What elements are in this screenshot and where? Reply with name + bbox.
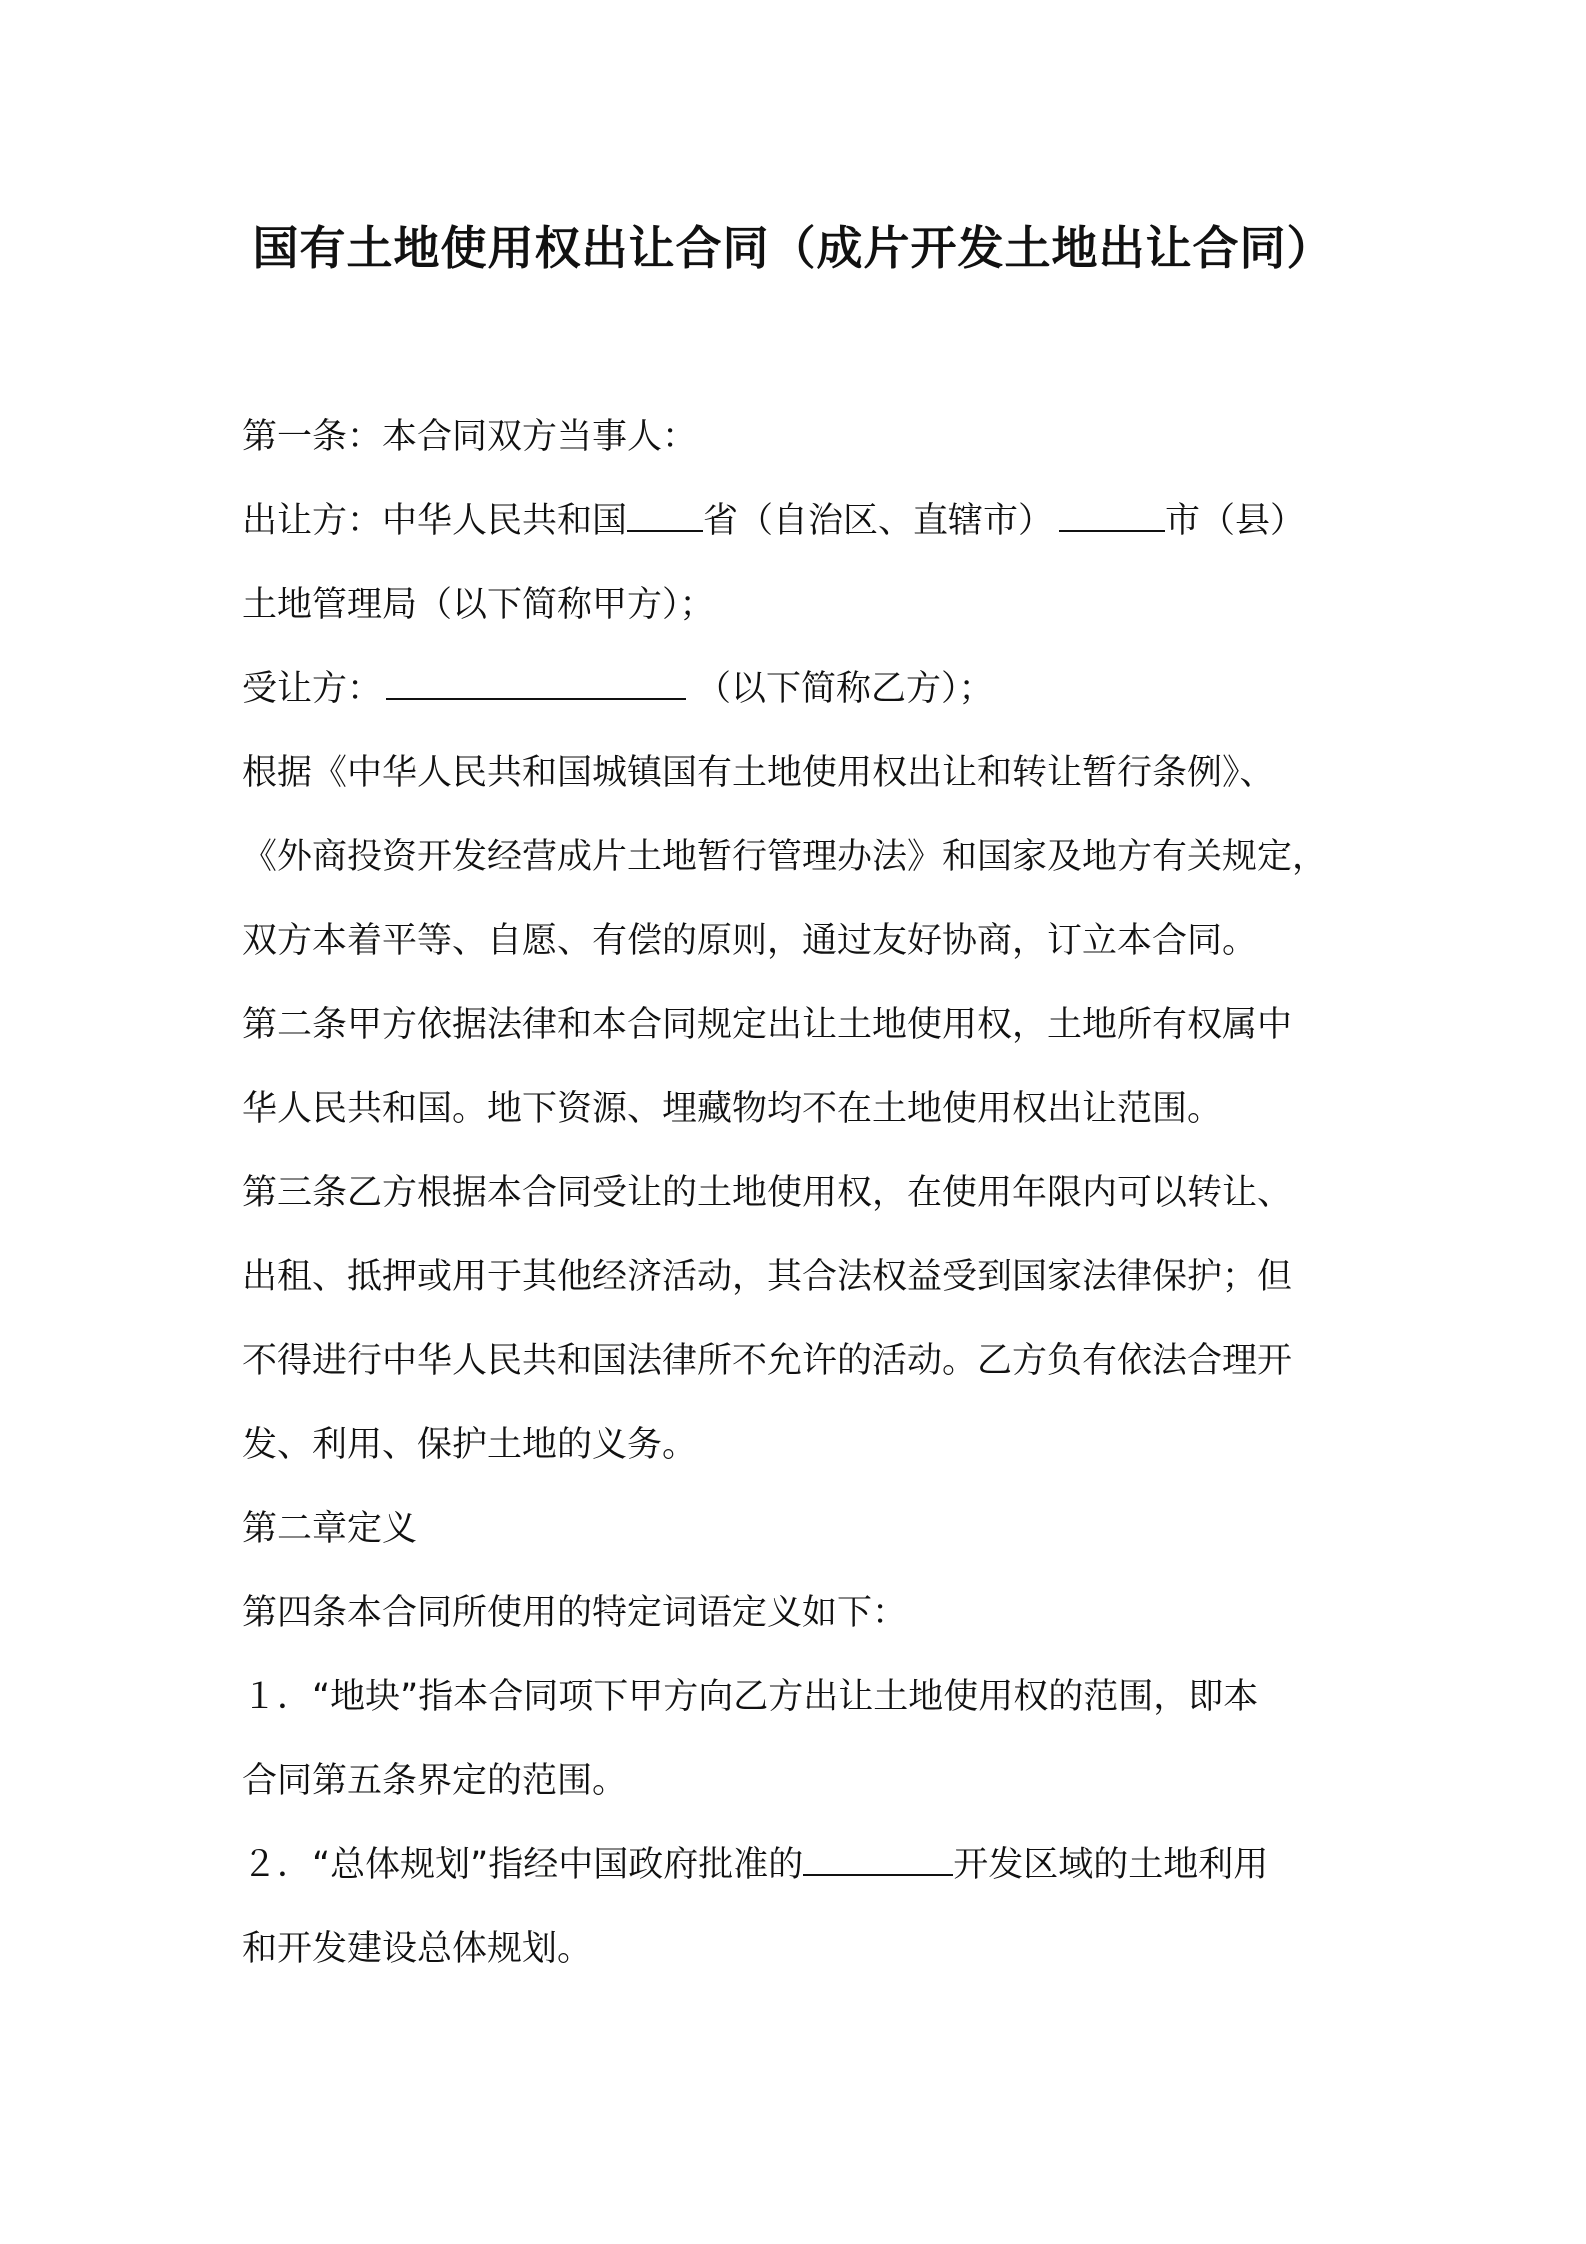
article-3-line-4: 发、利用、保护土地的义务。 — [242, 1425, 698, 1465]
article-3-line-1: 第三条乙方根据本合同受让的土地使用权，在使用年限内可以转让、 — [242, 1173, 1293, 1213]
province-text: 省（自治区、直辖市） — [703, 501, 1054, 541]
city-blank — [1059, 498, 1165, 532]
definition-1-line-1: １．“地块”指本合同项下甲方向乙方出让土地使用权的范围，即本 — [242, 1677, 1259, 1717]
article-3-line-3: 不得进行中华人民共和国法律所不允许的活动。乙方负有依法合理开 — [242, 1341, 1293, 1381]
grantee-suffix: （以下简称乙方）； — [696, 669, 994, 709]
article-3-line-2: 出租、抵押或用于其他经济活动，其合法权益受到国家法律保护；但 — [242, 1257, 1293, 1297]
basis-line-3: 双方本着平等、自愿、有偿的原则，通过友好协商，订立本合同。 — [242, 921, 1258, 961]
definition-1-line-2: 合同第五条界定的范围。 — [242, 1761, 628, 1801]
definition-2-text: ２．“总体规划”指经中国政府批准的 — [242, 1845, 804, 1885]
chapter-2-heading: 第二章定义 — [242, 1509, 418, 1549]
document-title: 国有土地使用权出让合同（成片开发土地出让合同） — [252, 221, 1334, 275]
grantee-line — [242, 664, 994, 714]
definition-2-line-2: 和开发建设总体规划。 — [242, 1929, 593, 1969]
grantor-line-2: 土地管理局（以下简称甲方）； — [242, 585, 715, 625]
province-blank — [627, 498, 703, 532]
article-2-line-1: 第二条甲方依据法律和本合同规定出让土地使用权，土地所有权属中 — [242, 1005, 1293, 1045]
region-blank — [803, 1842, 953, 1876]
article-2-line-2: 华人民共和国。地下资源、埋藏物均不在土地使用权出让范围。 — [242, 1089, 1223, 1129]
article-1-heading: 第一条：本合同双方当事人： — [242, 417, 698, 457]
grantee-label: 受让方： — [242, 669, 383, 709]
basis-line-1: 根据《中华人民共和国城镇国有土地使用权出让和转让暂行条例》、 — [242, 753, 1275, 793]
article-4-heading: 第四条本合同所使用的特定词语定义如下： — [242, 1593, 908, 1633]
basis-line-2: 《外商投资开发经营成片土地暂行管理办法》和国家及地方有关规定， — [242, 837, 1328, 877]
city-text: 市（县） — [1165, 501, 1306, 541]
grantee-blank — [386, 666, 686, 700]
grantor-line — [242, 496, 1305, 546]
definition-2-suffix: 开发区域的土地利用 — [953, 1845, 1269, 1885]
grantor-label: 出让方：中华人民共和国 — [242, 501, 628, 541]
definition-2-line-1 — [242, 1840, 1268, 1890]
